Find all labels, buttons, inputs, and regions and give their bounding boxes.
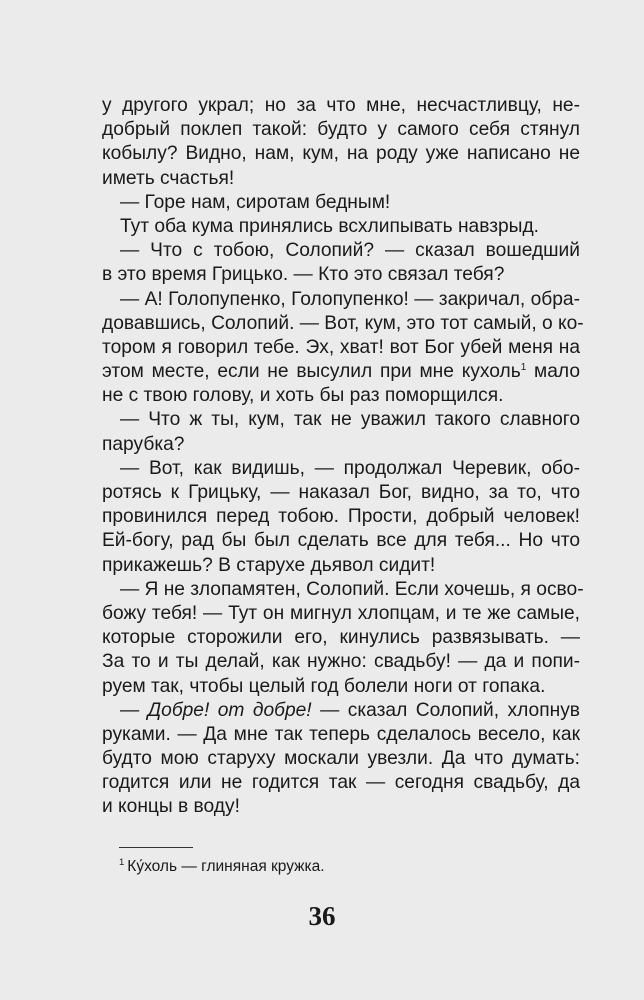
- text-line: в это время Грицько. — Кто это связал тебя?: [102, 264, 505, 286]
- text-line: — Горе нам, сиротам бедным!: [120, 191, 391, 213]
- text-line: — Что ж ты, кум, так не уважил такого славного: [120, 409, 580, 431]
- text-line: [102, 360, 580, 384]
- text-line: — Что с тобою, Солопий? — сказал вошедший: [120, 240, 580, 262]
- line-text: — сказал Солопий, хлопнув: [311, 699, 580, 721]
- text-line: Ей-богу, рад бы был сделать все для тебя... Но что: [102, 530, 580, 552]
- text-line: годится или не годится так — сегодня свадьбу, да: [102, 772, 580, 794]
- italic-phrase: — Добре! от добре!: [120, 699, 312, 721]
- text-line: кобылу? Видно, нам, кум, на роду уже написано не: [102, 143, 580, 165]
- text-line: ротясь к Грицьку, — наказал Бог, видно, за то, что: [102, 482, 580, 503]
- line-text: мало: [526, 361, 581, 383]
- text-line: — Я не злопамятен, Солопий. Если хочешь, я осво-: [120, 578, 584, 600]
- body-text: [102, 94, 584, 820]
- text-line: божу тебя! — Тут он мигнул хлопцам, и те же самые,: [102, 602, 580, 624]
- text-line: парубка?: [102, 433, 185, 455]
- text-line: добрый поклеп такой: будто у самого себя стянул: [102, 119, 580, 141]
- text-line: руем так, чтобы целый год болели ноги от гопака.: [102, 675, 546, 697]
- text-line: иметь счастья!: [102, 167, 235, 189]
- page-number: 36: [308, 901, 336, 931]
- text-line: которые сторожили его, кинулись развязывать. —: [102, 627, 580, 649]
- footnote: [119, 856, 325, 878]
- text-line: довавшись, Солопий. — Вот, кум, это тот самый, о ко-: [102, 312, 584, 334]
- text-line: [102, 699, 580, 723]
- text-line: руками. — Да мне так теперь сделалось весело, как: [102, 723, 580, 745]
- text-line: тором я говорил тебе. Эх, хват! вот Бог убей меня на: [102, 336, 580, 358]
- footnote-text: Ку́холь — глиняная кружка.: [127, 858, 325, 875]
- text-line: За то и ты делай, как нужно: свадьбу! — да и попи-: [102, 651, 580, 673]
- text-line: провинился перед тобою. Прости, добрый человек!: [102, 506, 580, 528]
- text-line: не с твою голову, и хоть бы раз поморщился.: [102, 385, 504, 407]
- text-line: — Вот, как видишь, — продолжал Черевик, обо-: [120, 457, 580, 479]
- text-line: у другого украл; но за что мне, несчастливцу, не-: [102, 95, 580, 116]
- text-line: — А! Голопупенко, Голопупенко! — закричал, обра-: [120, 288, 580, 310]
- line-text: этом месте, если не высулил при мне кухоль: [102, 361, 521, 383]
- text-line: будто мою старуху москали увезли. Да что думать:: [102, 748, 580, 770]
- footnote-marker: 1: [119, 857, 125, 868]
- text-line: и концы в воду!: [102, 796, 240, 818]
- text-line: прикажешь? В старухе дьявол сидит!: [102, 554, 436, 576]
- footnote-reference[interactable]: 1: [520, 362, 527, 374]
- footnote-divider: [119, 847, 193, 848]
- text-line: Тут оба кума принялись всхлипывать навзрыд.: [120, 215, 539, 237]
